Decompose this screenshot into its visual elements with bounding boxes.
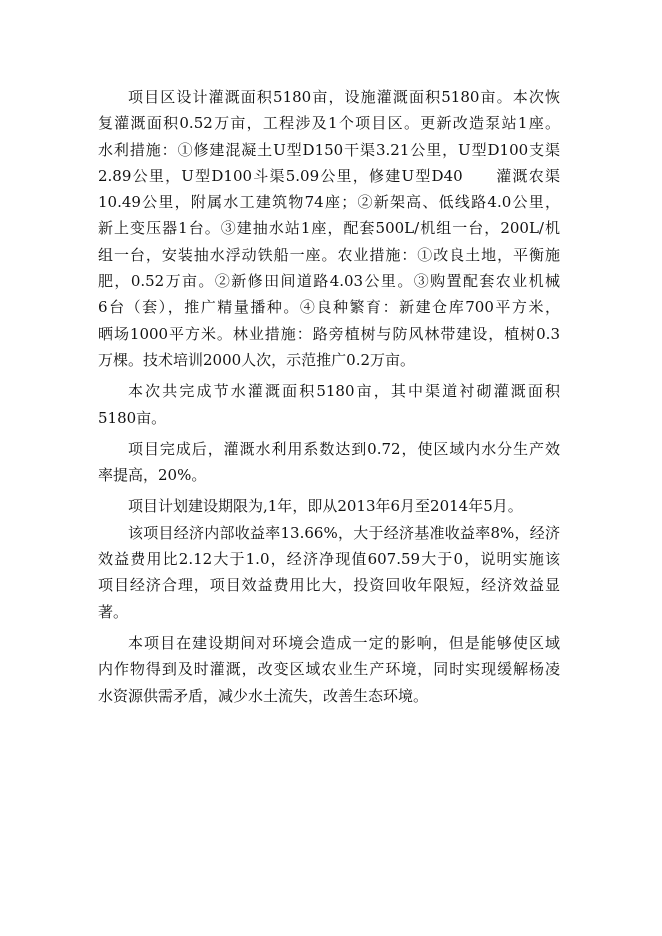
text-line: 10.49公里，附属水工建筑物74座；②新架高、低线路4.0公里， bbox=[98, 193, 560, 212]
text-line: 组一台，安装抽水浮动铁船一座。农业措施：①改良土地，平衡施 bbox=[98, 245, 560, 264]
text-line: 2.89公里，U型D100斗渠5.09公里，修建U型D40 灌溉农渠 bbox=[98, 166, 560, 185]
paragraph-economic-benefit bbox=[98, 520, 560, 625]
text-line: 项目区设计灌溉面积5180亩，设施灌溉面积5180亩。本次恢 bbox=[128, 88, 560, 106]
paragraph-irrigation-completed bbox=[98, 378, 560, 431]
text-line: 内作物得到及时灌溉，改变区域农业生产环境，同时实现缓解杨凌 bbox=[98, 660, 560, 679]
text-line: 本次共完成节水灌溉面积5180亩，其中渠道衬砌灌溉面积 bbox=[128, 382, 560, 401]
text-line: 新上变压器1台。③建抽水站1座，配套500L/机组一台，200L/机 bbox=[98, 219, 560, 238]
paragraph-construction-period bbox=[98, 493, 560, 519]
text-line: 6台（套），推广精量播种。④良种繁育：新建仓库700平方米， bbox=[98, 298, 560, 317]
paragraph-environmental-impact bbox=[98, 630, 560, 709]
text-line: 项目计划建设期限为,1年，即从2013年6月至2014年5月。 bbox=[128, 497, 523, 516]
text-line: 著。 bbox=[98, 602, 129, 621]
text-line: 复灌溉面积0.52万亩，工程涉及1个项目区。更新改造泵站1座。 bbox=[98, 114, 560, 133]
text-line: 水利措施：①修建混凝土U型D150干渠3.21公里，U型D100支渠 bbox=[98, 140, 560, 159]
paragraph-water-efficiency bbox=[98, 436, 560, 489]
document-body bbox=[98, 84, 560, 709]
text-line: 晒场1000平方米。林业措施：路旁植树与防风林带建设，植树0.3 bbox=[98, 324, 560, 343]
text-line: 万棵。技术培训2000人次，示范推广0.2万亩。 bbox=[98, 350, 416, 369]
text-line: 率提高，20%。 bbox=[98, 466, 207, 485]
text-line: 水资源供需矛盾，减少水土流失，改善生态环境。 bbox=[98, 686, 429, 705]
text-line: 本项目在建设期间对环境会造成一定的影响，但是能够使区域 bbox=[128, 633, 560, 652]
text-line: 肥，0.52万亩。②新修田间道路4.03公里。③购置配套农业机械 bbox=[98, 272, 560, 291]
text-line: 项目完成后，灌溉水利用系数达到0.72，使区域内水分生产效 bbox=[128, 439, 560, 458]
text-line: 5180亩。 bbox=[98, 408, 167, 427]
text-line: 项目经济合理，项目效益费用比大，投资回收年限短，经济效益显 bbox=[98, 576, 560, 595]
text-line: 该项目经济内部收益率13.66%，大于经济基准收益率8%，经济 bbox=[128, 523, 560, 542]
paragraph-project-scope bbox=[98, 84, 560, 373]
text-line: 效益费用比2.12大于1.0，经济净现值607.59大于0，说明实施该 bbox=[98, 550, 560, 569]
